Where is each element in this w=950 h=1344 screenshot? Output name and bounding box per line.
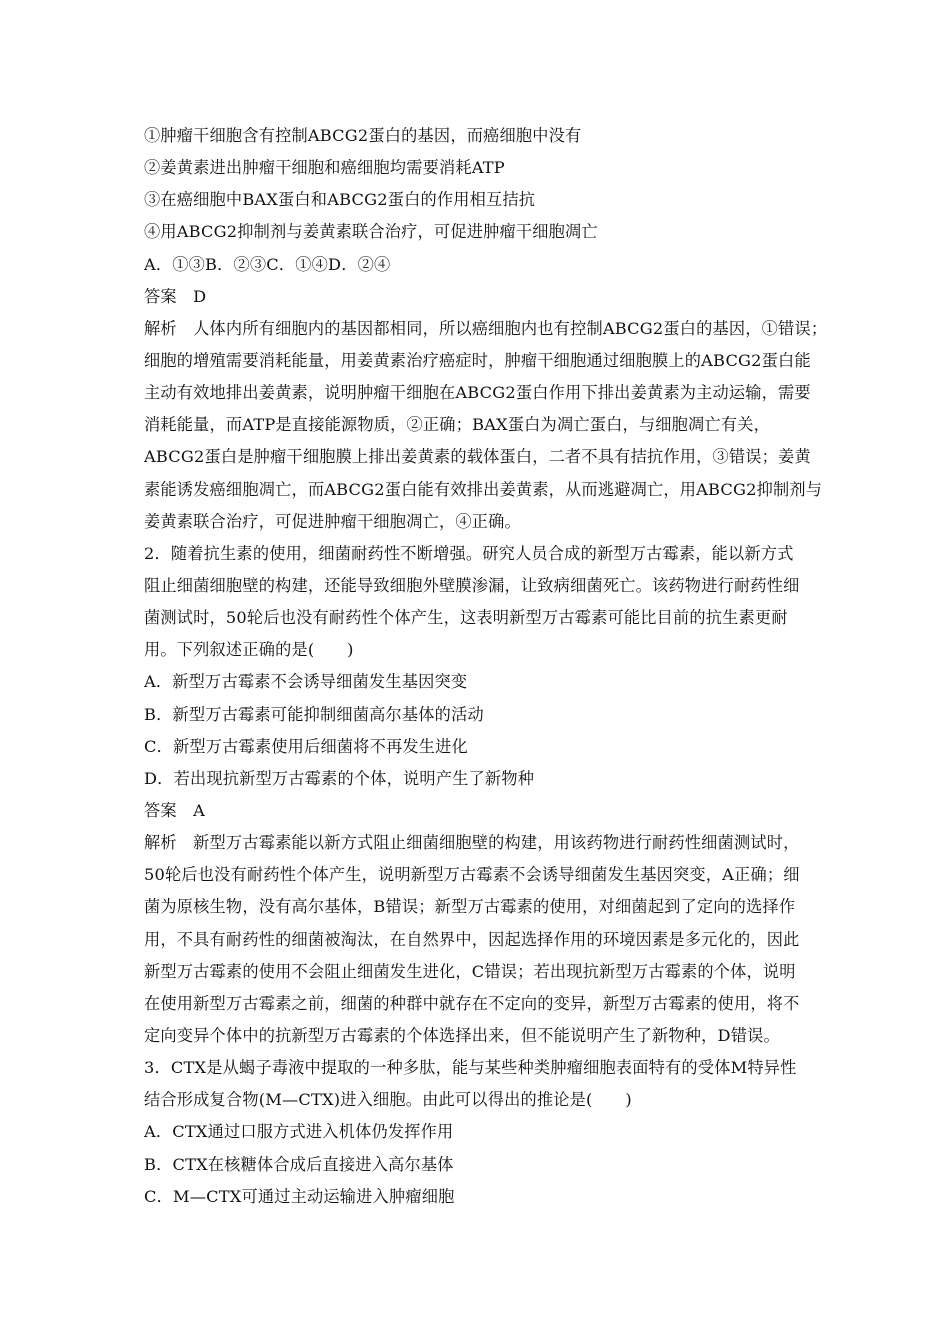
explanation-line: 50轮后也没有耐药性个体产生，说明新型万古霉素不会诱导细菌发生基因突变，A正确；细 — [144, 865, 800, 885]
text-line: ④用ABCG2抑制剂与姜黄素联合治疗，可促进肿瘤干细胞凋亡 — [144, 222, 598, 242]
explanation-line: 姜黄素联合治疗，可促进肿瘤干细胞凋亡，④正确。 — [144, 511, 521, 531]
text-line: ②姜黄素进出肿瘤干细胞和癌细胞均需要消耗ATP — [144, 158, 505, 178]
question-line: 2．随着抗生素的使用，细菌耐药性不断增强。研究人员合成的新型万古霉素，能以新方式 — [144, 543, 794, 563]
document-page — [144, 120, 828, 1213]
explanation-line: 用，不具有耐药性的细菌被淘汰，在自然界中，因起选择作用的环境因素是多元化的，因此 — [144, 929, 800, 949]
option-line: D．若出现抗新型万古霉素的个体，说明产生了新物种 — [144, 768, 535, 788]
explanation-line: 解析 人体内所有细胞内的基因都相同，所以癌细胞内也有控制ABCG2蛋白的基因，①错误； — [144, 318, 828, 338]
option-line: A．CTX通过口服方式进入机体仍发挥作用 — [144, 1122, 454, 1142]
explanation-line: 在使用新型万古霉素之前，细菌的种群中就存在不定向的变异，新型万古霉素的使用，将不 — [144, 993, 800, 1013]
explanation-line: 定向变异个体中的抗新型万古霉素的个体选择出来，但不能说明产生了新物种，D错误。 — [144, 1025, 780, 1045]
explanation-line: 菌为原核生物，没有高尔基体，B错误；新型万古霉素的使用，对细菌起到了定向的选择作 — [144, 897, 796, 917]
question-line: 阻止细菌细胞壁的构建，还能导致细胞外壁膜渗漏，让致病细菌死亡。该药物进行耐药性细 — [144, 575, 800, 595]
explanation-line: 主动有效地排出姜黄素，说明肿瘤干细胞在ABCG2蛋白作用下排出姜黄素为主动运输，需要 — [144, 383, 811, 403]
explanation-line: 解析 新型万古霉素能以新方式阻止细菌细胞壁的构建，用该药物进行耐药性细菌测试时， — [144, 833, 800, 853]
option-line: C．新型万古霉素使用后细菌将不再发生进化 — [144, 736, 468, 756]
explanation-line: 素能诱发癌细胞凋亡，而ABCG2蛋白能有效排出姜黄素，从而逃避凋亡，用ABCG2抑制剂与 — [144, 479, 823, 499]
answer-line: 答案 A — [144, 800, 206, 820]
option-line: A．新型万古霉素不会诱导细菌发生基因突变 — [144, 672, 468, 692]
question-line: 用。下列叙述正确的是( ) — [144, 640, 354, 660]
question-line: 结合形成复合物(M—CTX)进入细胞。由此可以得出的推论是( ) — [144, 1090, 632, 1110]
question-line: 3．CTX是从蝎子毒液中提取的一种多肽，能与某些种类肿瘤细胞表面特有的受体M特异性 — [144, 1058, 797, 1078]
text-line: ③在癌细胞中BAX蛋白和ABCG2蛋白的作用相互拮抗 — [144, 190, 536, 210]
option-line: B．CTX在核糖体合成后直接进入高尔基体 — [144, 1154, 454, 1174]
answer-line: 答案 D — [144, 286, 207, 306]
explanation-line: 消耗能量，而ATP是直接能源物质，②正确；BAX蛋白为凋亡蛋白，与细胞凋亡有关， — [144, 415, 770, 435]
text-line: ①肿瘤干细胞含有控制ABCG2蛋白的基因，而癌细胞中没有 — [144, 126, 582, 145]
explanation-line: 细胞的增殖需要消耗能量，用姜黄素治疗癌症时，肿瘤干细胞通过细胞膜上的ABCG2蛋白能 — [144, 350, 811, 370]
question-line: 菌测试时，50轮后也没有耐药性个体产生，这表明新型万古霉素可能比目前的抗生素更耐 — [144, 608, 788, 628]
explanation-line: ABCG2蛋白是肿瘤干细胞膜上排出姜黄素的载体蛋白，二者不具有拮抗作用，③错误；姜黄 — [144, 447, 811, 467]
option-line: C．M—CTX可通过主动运输进入肿瘤细胞 — [144, 1186, 455, 1206]
option-line: B．新型万古霉素可能抑制细菌高尔基体的活动 — [144, 704, 484, 724]
text-line: A．①③B．②③C．①④D．②④ — [144, 254, 391, 274]
explanation-line: 新型万古霉素的使用不会阻止细菌发生进化，C错误；若出现抗新型万古霉素的个体，说明 — [144, 961, 796, 981]
